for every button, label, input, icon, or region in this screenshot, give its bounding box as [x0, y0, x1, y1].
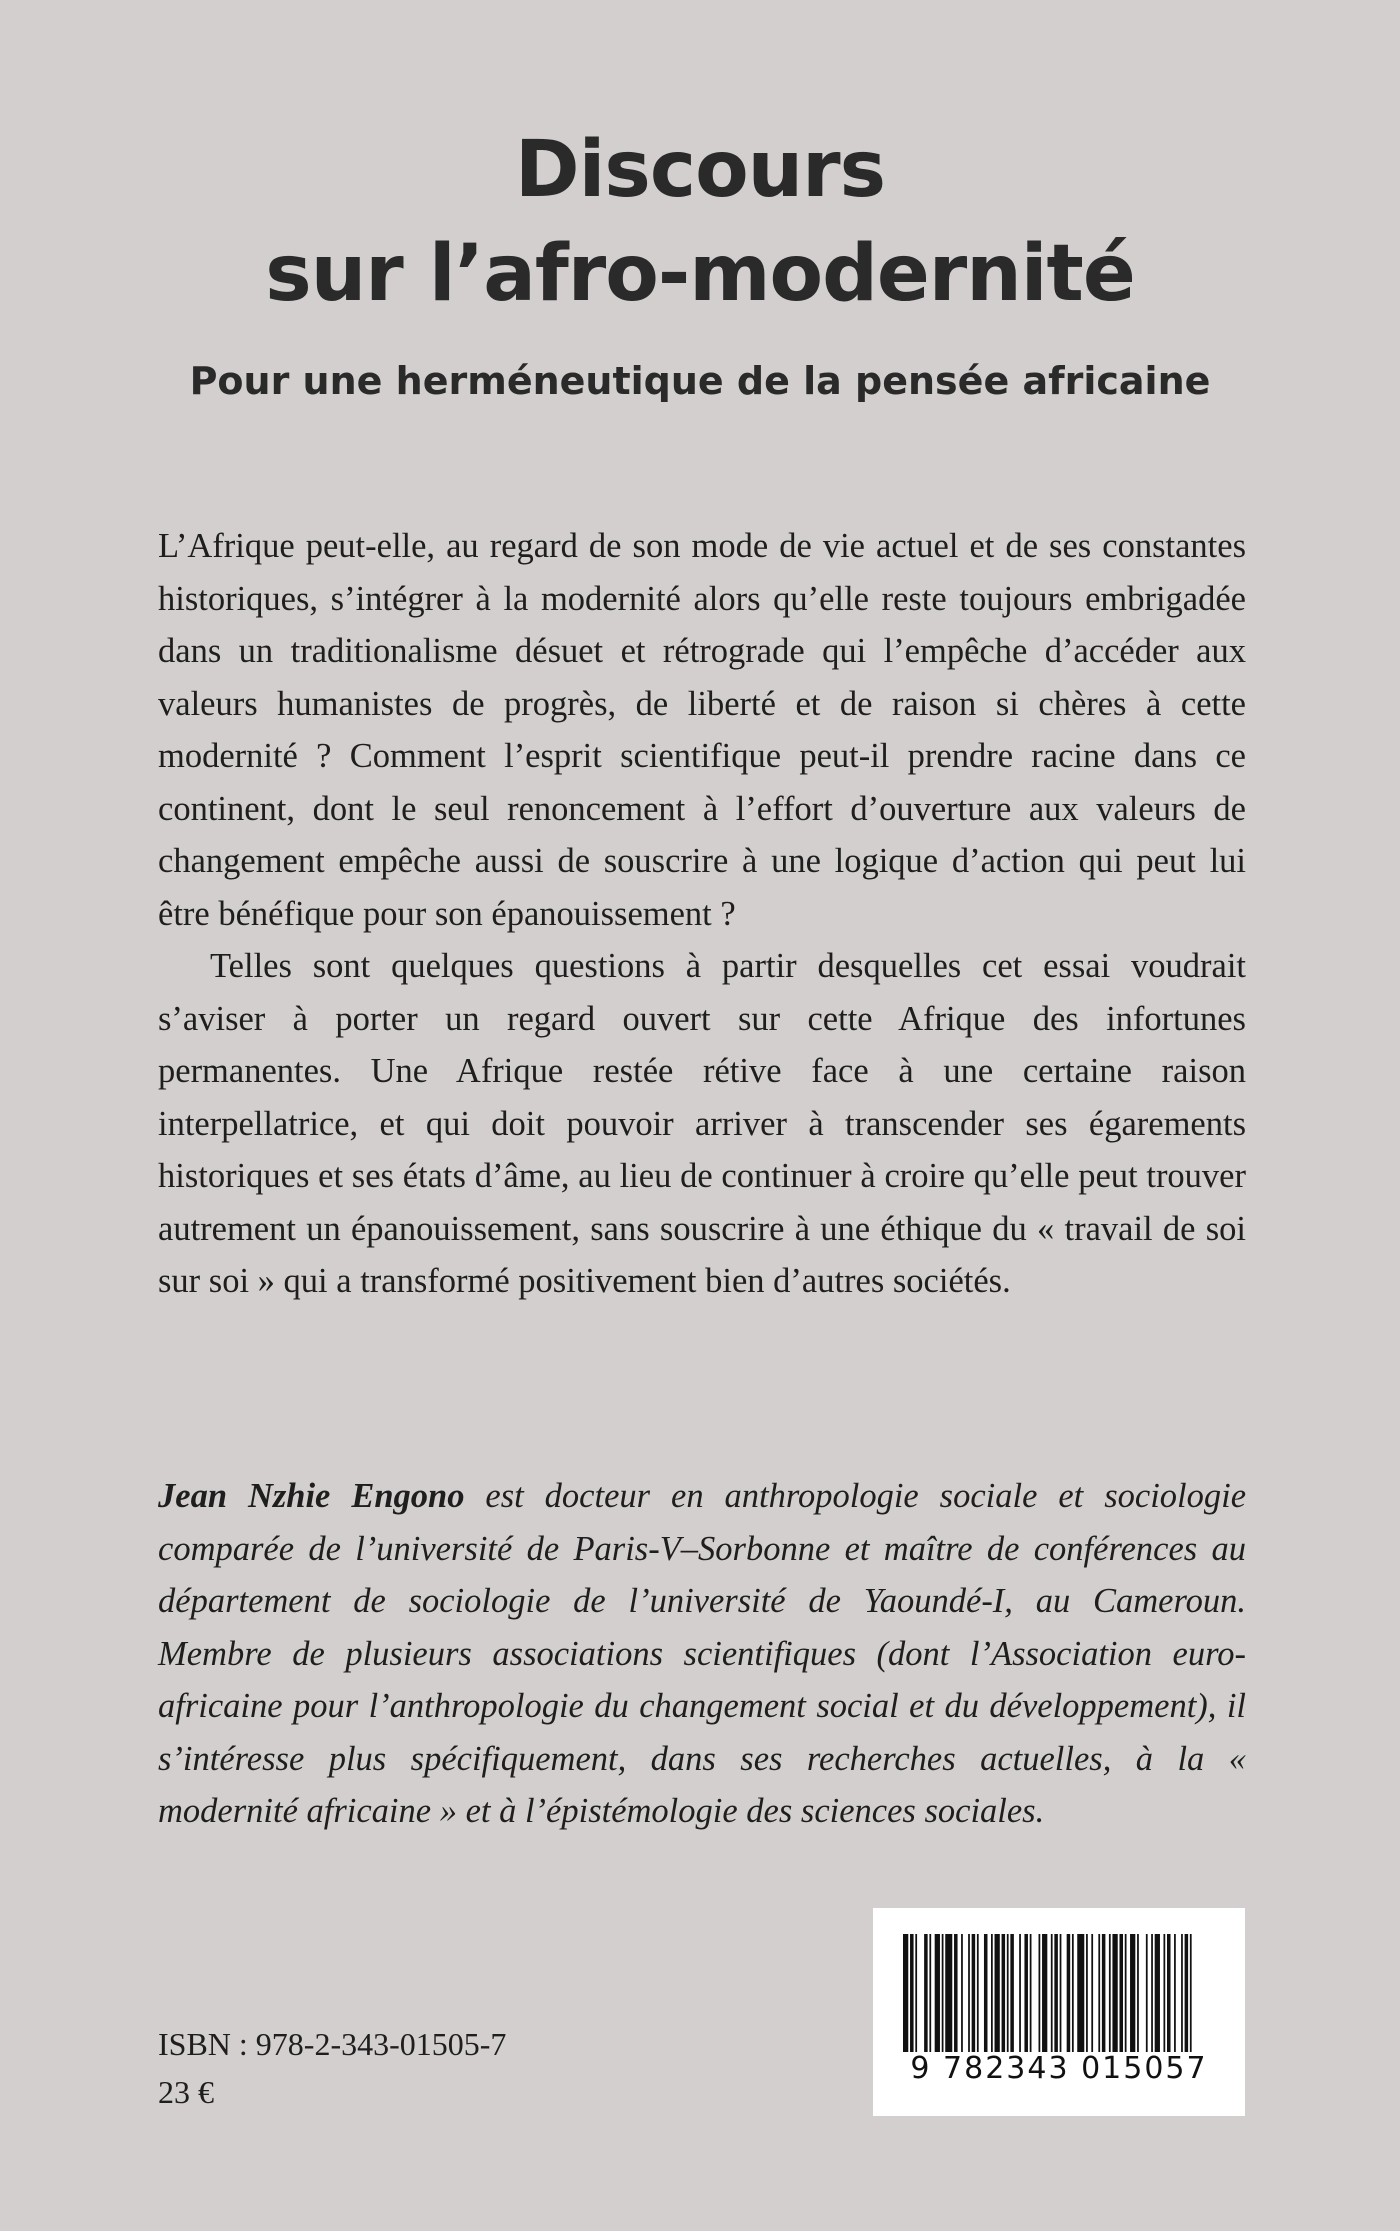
book-title [0, 118, 1400, 326]
barcode-bar [1130, 1934, 1135, 2052]
barcode-bar [1067, 1934, 1071, 2052]
barcode-bar [1167, 1934, 1171, 2052]
title-line-2: sur l’afro-modernité [265, 229, 1135, 319]
barcode-bar [1112, 1934, 1117, 2052]
barcode-bar [984, 1934, 988, 2052]
barcode-bar [1054, 1934, 1058, 2052]
barcode-bar [1174, 1934, 1176, 2052]
barcode-bar [1024, 1934, 1028, 2052]
barcode-bar [1051, 1934, 1053, 2052]
barcode-bar [910, 1934, 914, 2052]
barcode-bar [942, 1934, 944, 2052]
barcode-bar [1002, 1934, 1006, 2052]
barcode-bar [961, 1934, 963, 2052]
isbn-text: ISBN : 978-2-343-01505-7 [158, 2026, 507, 2062]
barcode-bar [1042, 1934, 1047, 2052]
barcode-bar [1019, 1934, 1021, 2052]
barcode-bar [935, 1934, 940, 2052]
summary-paragraph-1: L’Afrique peut-elle, au regard de son mode de vie actuel et de ses constantes historiques, s’intégrer à la modernité alors qu’elle reste toujours embrigadée dans un traditionalisme désuet et rétrograde qui l’empêche d’accéder aux valeurs humanistes de progrès, de liberté et de raison si chères à cette modernité ? Comment l’esprit scientifique peut-il prendre racine dans ce continent, dont le seul renoncement à l’effort d’ouverture aux valeurs de changement empêche aussi de souscrire à une logique d’action qui peut lui être bénéfique pour son épanouissement ? [158, 527, 1246, 933]
barcode-bar [954, 1934, 958, 2052]
barcode-bar [915, 1934, 917, 2052]
barcode-bar [1102, 1934, 1106, 2052]
barcode-bar [968, 1934, 970, 2052]
barcode [873, 1908, 1245, 2116]
price-text: 23 € [158, 2074, 214, 2110]
barcode-bar [991, 1934, 993, 2052]
barcode-digits: 9 782343 015057 [910, 2051, 1208, 2086]
barcode-bar [995, 1934, 1000, 2052]
barcode-bar [1098, 1934, 1100, 2052]
barcode-bar [972, 1934, 976, 2052]
barcode-bar [1125, 1934, 1127, 2052]
barcode-bar [1086, 1934, 1088, 2052]
barcode-bar [1181, 1934, 1183, 2052]
barcode-bar [1091, 1934, 1093, 2052]
barcode-bar [929, 1934, 931, 2052]
title-line-1: Discours [514, 125, 886, 215]
barcode-bar [1072, 1934, 1074, 2052]
book-subtitle: Pour une herméneutique de la pensée africaine [189, 359, 1211, 403]
barcode-bar [1185, 1934, 1189, 2052]
barcode-bar [1119, 1934, 1123, 2052]
author-bio-text: est docteur en anthropologie sociale et sociologie comparée de l’université de Paris-V–Sorbonne et maître de conférences au département de sociologie de l’université de Yaoundé-I, au Cameroun. Membre de plusieurs associations scientifiques (dont l’Association euro-africaine pour l’anthropologie du changement social et du développement), il s’intéresse plus spécifiquement, dans ses recherches actuelles, à la « modernité africaine » et à l’épistémologie des sciences sociales. [158, 1477, 1247, 1830]
summary-paragraph-2: Telles sont quelques questions à partir desquelles cet essai voudrait s’aviser à porter un regard ouvert sur cette Afrique des infortunes permanentes. Une Afrique restée rétive face à une certaine raison interpellatrice, et qui doit pouvoir arriver à transcender ses égarements historiques et ses états d’âme, au lieu de continuer à croire qu’elle peut trouver autrement un épanouissement, sans souscrire à une éthique du « travail de soi sur soi » qui a transformé positivement bien d’autres sociétés. [158, 947, 1246, 1300]
barcode-bar [1030, 1934, 1032, 2052]
barcode-bar [1137, 1934, 1139, 2052]
barcode-bar [1109, 1934, 1111, 2052]
summary-text [158, 520, 1246, 1308]
author-bio [158, 1470, 1246, 1838]
barcode-bar [1155, 1934, 1160, 2052]
barcode-bar [903, 1934, 908, 2052]
barcode-bar [945, 1934, 952, 2052]
barcode-bar [1010, 1934, 1014, 2052]
barcode-bar [1077, 1934, 1084, 2052]
barcode-bar [1146, 1934, 1148, 2052]
barcode-bar [1007, 1934, 1009, 2052]
barcode-bar [1151, 1934, 1153, 2052]
barcode-bar [1060, 1934, 1062, 2052]
barcode-bar [1190, 1934, 1192, 2052]
barcode-bar [924, 1934, 928, 2052]
barcode-bar [1163, 1934, 1165, 2052]
barcode-bar [977, 1934, 979, 2052]
barcode-bar [1039, 1934, 1041, 2052]
author-name: Jean Nzhie Engono [158, 1477, 465, 1515]
